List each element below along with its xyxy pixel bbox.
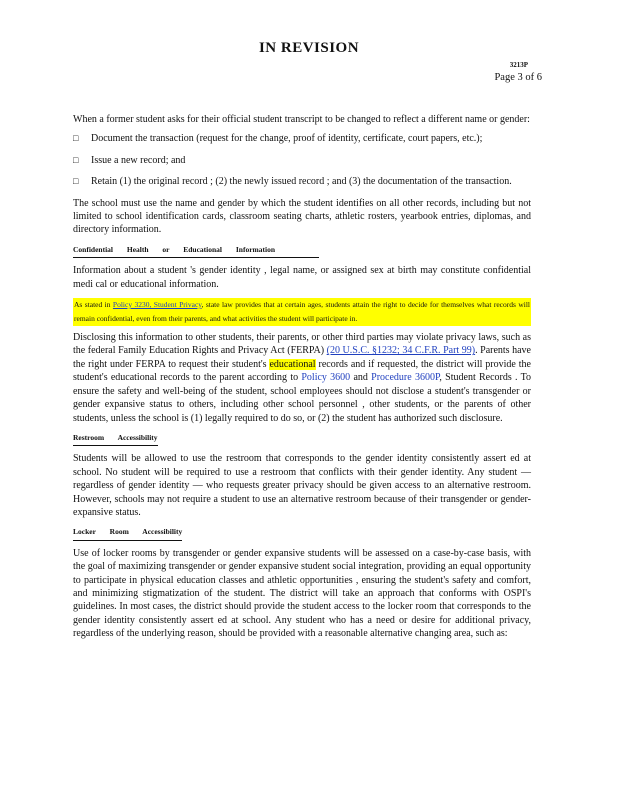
disclosure-text-3: records and if requested, the district will provide the student's educational records to the parent according to — [73, 358, 531, 384]
document-number: 3213P — [509, 61, 528, 69]
disclosure-text-4: , Student Records . To ensure the safety and well-being of the student, school employees should not disclose a student's transgender or gender expansive status to others, including other school personnel , other students, or the parents of other students, unless the school is (1) legally required to do so, or (2) the student has authorized such disclosure. — [73, 372, 531, 424]
checkbox-bullet-icon: □ — [73, 133, 79, 144]
list-item — [73, 154, 531, 167]
list-item — [73, 175, 531, 188]
restroom-paragraph: Students will be allowed to use the restroom that corresponds to the gender identity consistently assert ed at school. No student will be required to use a restroom that conflicts with their gender identity. Any student — regardless of gender identity — who requests greater privacy should be given access to an alternative restroom. However, schools may not require a student to use an alternative restroom because of their transgender or gender-expansive status. — [73, 453, 531, 518]
revision-title: IN REVISION — [258, 40, 360, 56]
educational-highlight: educational — [269, 358, 316, 370]
page-number: Page 3 of 6 — [494, 72, 542, 83]
procedure-3600p-link[interactable]: Procedure 3600P — [371, 372, 440, 384]
transcript-steps-list — [73, 132, 531, 188]
checkbox-bullet-icon: □ — [73, 176, 79, 187]
school-records-paragraph: The school must use the name and gender by which the student identifies on all other records, including but not limited to school identification cards, classroom seating charts, athletic rosters, yearbook entries, diplomas, and directory information. — [73, 197, 531, 236]
list-item — [73, 132, 531, 145]
highlighted-notice — [73, 298, 531, 326]
confidential-heading: Confidential Health or Educational Information — [73, 243, 319, 258]
checkbox-bullet-icon: □ — [73, 154, 79, 165]
notice-text-pre: As stated in — [74, 300, 113, 310]
confidential-paragraph: Information about a student 's gender identity , legal name, or assigned sex at birth may constitute confidential medi cal or educational information. — [73, 265, 531, 290]
restroom-heading: Restroom Accessibility — [73, 431, 158, 446]
policy-3600-link[interactable]: Policy 3600 — [301, 372, 351, 384]
locker-room-heading: Locker Room Accessibility — [73, 525, 182, 540]
notice-text-post: , state law provides that at certain ages, students attain the right to decide for themselves what records will remain confidential, even from their parents, and what activities the student will participate in. — [74, 300, 530, 324]
document-body — [73, 113, 531, 641]
list-item-text: Document the transaction (request for the change, proof of identity, certificate, court papers, etc.); — [91, 133, 483, 145]
locker-room-paragraph: Use of locker rooms by transgender or gender expansive students will be assessed on a case-by-case basis, with the goal of maximizing transgender or gender expansive student social integration, providing an equal opportunity to participate in physical education classes and athletic opportunities , ensuring the student's safety and comfort, and minimizing stigmatization of the student. The district will take an approach that conforms with OSPI's guidelines. In most cases, the district should provide the student access to the locker room that corresponds to the gender identity consistently assert ed at school. Any student who has a need or desire for additional privacy, regardless of the underlying reason, should be provided with a reasonable alternative changing area, such as: — [73, 547, 531, 640]
intro-paragraph: When a former student asks for their official student transcript to be changed to reflect a different name or gender: — [73, 114, 530, 125]
and-text: and — [350, 372, 372, 384]
list-item-text: Issue a new record; and — [91, 154, 186, 166]
disclosure-text-1: Disclosing this information to other students, their parents, or other third parties may violate privacy laws, such as the federal Family Education Rights and Privacy Act (FERPA) — [73, 332, 531, 357]
ferpa-citation-link[interactable]: (20 U.S.C. §1232; 34 C.F.R. Part 99) — [326, 345, 476, 357]
list-item-text: Retain (1) the original record ; (2) the newly issued record ; and (3) the documentation of the transaction. — [91, 176, 512, 188]
disclosure-paragraph — [73, 331, 531, 425]
student-privacy-policy-link[interactable]: Policy 3230, Student Privacy — [112, 300, 202, 310]
disclosure-text-2: . Parents have the right under FERPA to request their student's — [73, 345, 531, 370]
